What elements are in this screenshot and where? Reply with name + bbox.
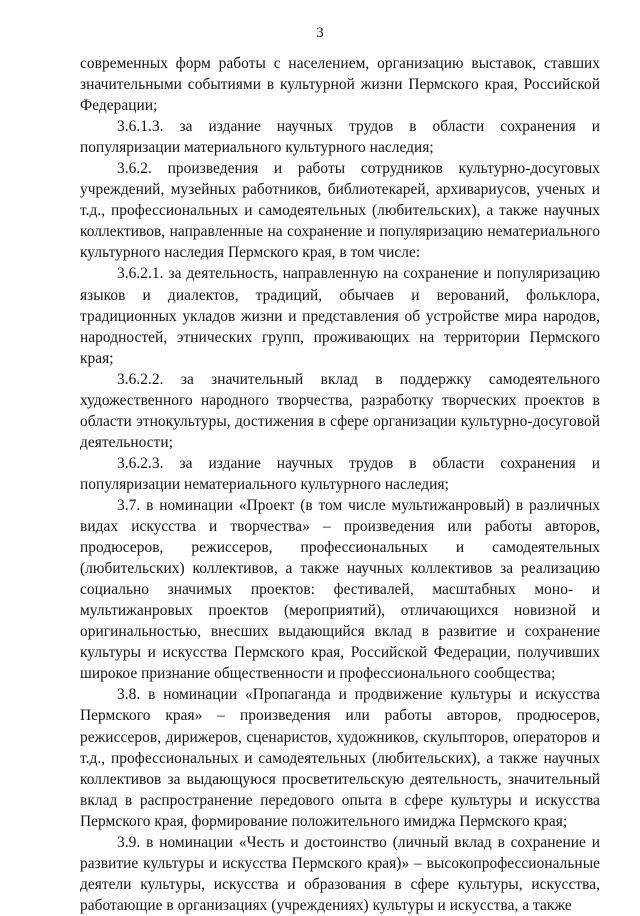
paragraph-3-6-2: 3.6.2. произведения и работы сотрудников культурно-досуговых учреждений, музейных работников, библиотекарей, архивариусов, ученых и т.д., профессиональных и самодеятельных (любительских), а также научных коллективов, направленные на сохранение и популяризацию нематериального культурного наследия Пермского края, в том числе:	[80, 160, 600, 262]
paragraph-3-8: 3.8. в номинации «Пропаганда и продвижение культуры и искусства Пермского края» – произведения или работы авторов, продюсеров, режиссеров, дирижеров, сценаристов, художников, скульпторов, операторов и т.д., профессиональных и самодеятельных (любительских), а также научных коллективов за выдающуюся просветительскую деятельность, значительный вклад в распространение передового опыта в сфере культуры и искусства Пермского края, формирование положительного имиджа Пермского края;	[80, 686, 600, 830]
page-number: 3	[316, 25, 324, 41]
paragraph-3-6-1-3: 3.6.1.3. за издание научных трудов в области сохранения и популяризации материального культурного наследия;	[80, 118, 600, 157]
paragraph-3-6-2-2: 3.6.2.2. за значительный вклад в поддержку самодеятельного художественного народного творчества, разработку творческих проектов в области этнокультуры, достижения в сфере организации культурно-досуговой деятельности;	[80, 370, 600, 451]
paragraph-3-9: 3.9. в номинации «Честь и достоинство (личный вклад в сохранение и развитие культуры и искусства Пермского края)» – высокопрофессиональные деятели культуры, искусства и образования в сфере культуры, искусства, работающие в организациях (учреждениях) культуры и искусства, а также	[80, 833, 600, 914]
document-body	[80, 53, 600, 916]
paragraph-3-7: 3.7. в номинации «Проект (в том числе мультижанровый) в различных видах искусства и творчества» – произведения или работы авторов, продюсеров, режиссеров, профессиональных и самодеятельных (любительских) коллективов, а также научных коллективов за реализацию социально значимых проектов: фестивалей, масштабных моно- и мультижанровых проектов (мероприятий), отличающихся новизной и оригинальностью, внесших выдающийся вклад в развитие и сохранение культуры и искусства Пермского края, Российской Федерации, получивших широкое признание общественности и профессионального сообщества;	[80, 496, 600, 683]
paragraph-3-6-2-3: 3.6.2.3. за издание научных трудов в области сохранения и популяризации нематериального культурного наследия;	[80, 454, 600, 493]
paragraph-3-6-2-1: 3.6.2.1. за деятельность, направленную на сохранение и популяризацию языков и диалектов, традиций, обычаев и верований, фольклора, традиционных укладов жизни и представления об устройстве мира народов, народностей, этнических групп, проживающих на территории Пермского края;	[80, 265, 600, 367]
paragraph-continuation: современных форм работы с населением, организацию выставок, ставших значительными событиями в культурной жизни Пермского края, Российской Федерации;	[80, 55, 600, 115]
